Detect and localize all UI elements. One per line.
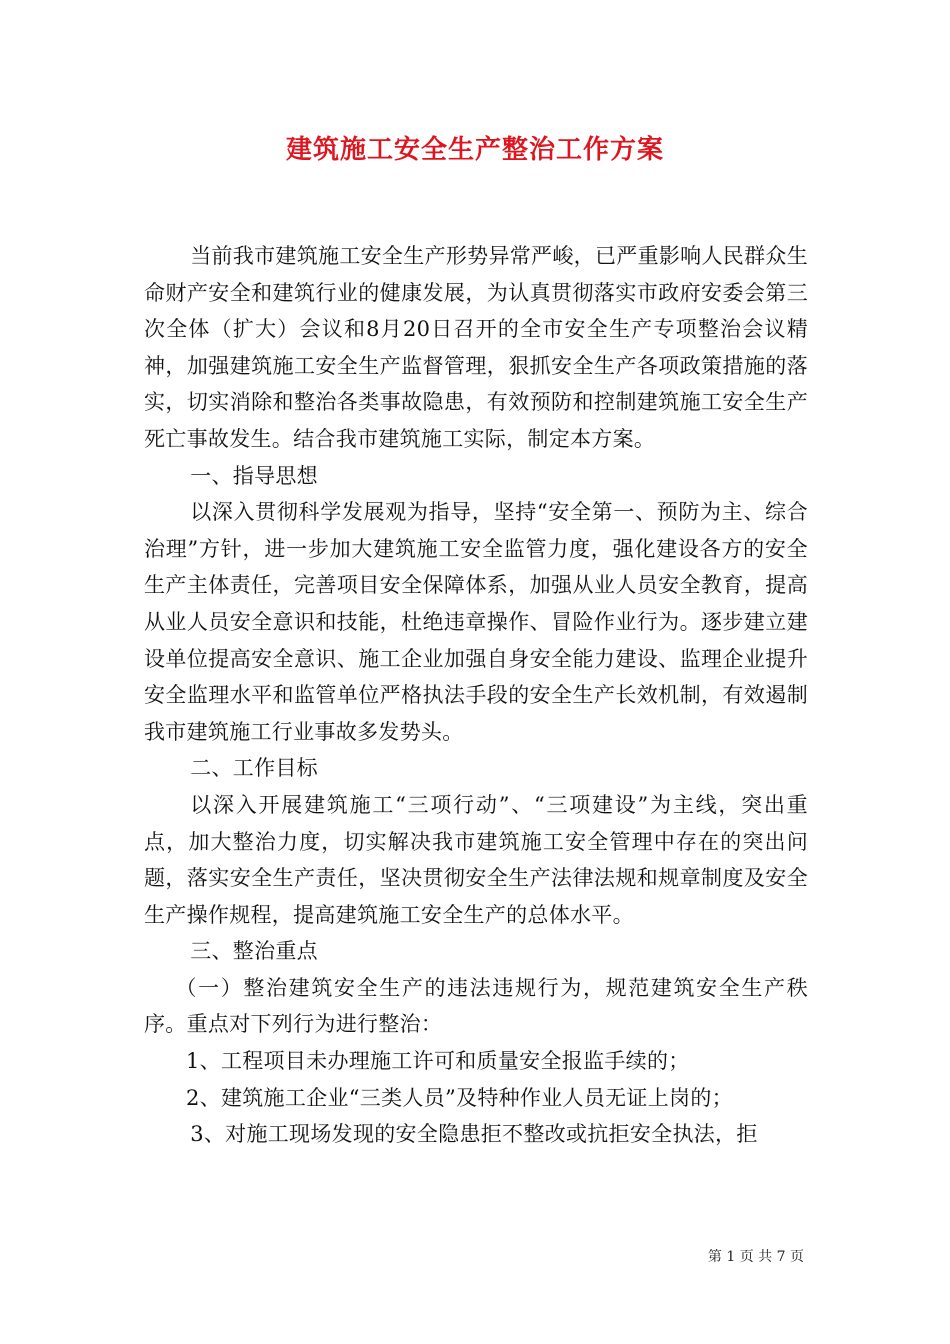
- page-number: 第 1 页 共 7 页: [707, 1249, 804, 1265]
- document-title: 建筑施工安全生产整治工作方案: [285, 135, 664, 165]
- guiding-thought-paragraph: 以深入贯彻科学发展观为指导，坚持“安全第一、预防为主、综合治理”方针，进一步加大建筑施工安全监管力度，强化建设各方的安全生产主体责任，完善项目安全保障体系，加强从业人员安全教育，提高从业人员安全意识和技能，杜绝违章操作、冒险作业行为。逐步建立建设单位提高安全意识、施工企业加强自身安全能力建设、监理企业提升安全监理水平和监管单位严格执法手段的安全生产长效机制，有效遏制我市建筑施工行业事故多发势头。: [144, 500, 808, 744]
- work-goals-paragraph: 以深入开展建筑施工“三项行动”、“三项建设”为主线，突出重点，加大整治力度，切实解决我市建筑施工安全管理中存在的突出问题，落实安全生产责任，坚决贯彻安全生产法律法规和规章制度及安全生产操作规程，提高建筑施工安全生产的总体水平。: [144, 792, 808, 927]
- section-heading-key-areas: 三、整治重点: [190, 939, 318, 964]
- intro-paragraph: 当前我市建筑施工安全生产形势异常严峻，已严重影响人民群众生命财产安全和建筑行业的健康发展，为认真贯彻落实市政府安委会第三次全体（扩大）会议和8月20日召开的全市安全生产专项整治会议精神，加强建筑施工安全生产监督管理，狠抓安全生产各项政策措施的落实，切实消除和整治各类事故隐患，有效预防和控制建筑施工安全生产死亡事故发生。结合我市建筑施工实际，制定本方案。: [144, 244, 808, 451]
- list-item: 2、建筑施工企业“三类人员”及特种作业人员无证上岗的；: [186, 1085, 733, 1110]
- section-heading-guiding-thought: 一、指导思想: [190, 463, 318, 488]
- list-item: 1、工程项目未办理施工许可和质量安全报监手续的；: [186, 1049, 690, 1074]
- list-item: 3、对施工现场发现的安全隐患拒不整改或抗拒安全执法，拒: [190, 1122, 758, 1147]
- subsection-paragraph: （一）整治建筑安全生产的违法违规行为，规范建筑安全生产秩序。重点对下列行为进行整治：: [144, 975, 808, 1037]
- document-body: [144, 238, 808, 1153]
- section-heading-work-goals: 二、工作目标: [190, 756, 318, 781]
